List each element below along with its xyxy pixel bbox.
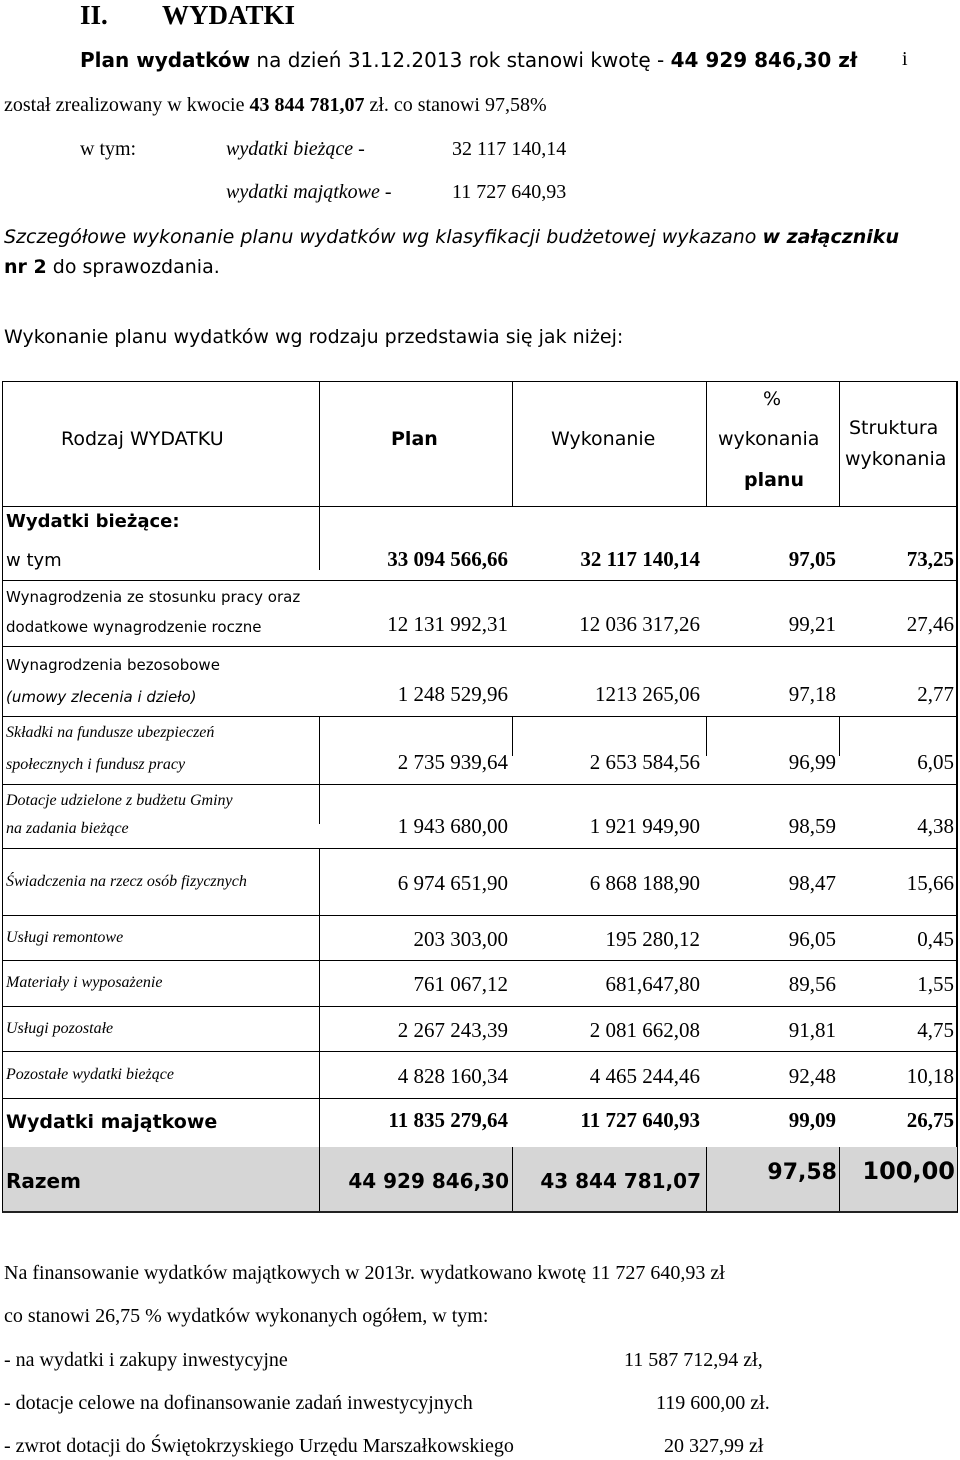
row-label: Usługi pozostałe (6, 1020, 114, 1037)
plan-tail: i (902, 48, 908, 70)
details-line-2 (4, 256, 220, 278)
row-label: Usługi remontowe (6, 929, 124, 946)
majatkowe-row-plan: 11 835 279,64 (388, 1108, 508, 1132)
row-struktura: 4,38 (917, 814, 954, 838)
plan-line (80, 48, 857, 72)
row-plan: 203 303,00 (413, 927, 508, 951)
header-pct-label: wykonania (718, 428, 820, 450)
row-pct: 89,56 (788, 972, 836, 996)
section-title (80, 0, 295, 31)
row-plan: 6 974 651,90 (397, 871, 508, 895)
wtym-row-struktura: 73,25 (906, 547, 954, 571)
total-row (3, 1147, 957, 1211)
row-label-line-1: Składki na fundusze ubezpieczeń (6, 724, 215, 741)
row-plan: 761 067,12 (413, 972, 508, 996)
majatkowe-row-wykonanie: 11 727 640,93 (580, 1108, 700, 1132)
row-wykonanie: 4 465 244,46 (589, 1064, 700, 1088)
majatkowe-value: 11 727 640,93 (452, 181, 567, 203)
row-label-line-2: społecznych i fundusz pracy (6, 756, 186, 773)
total-row-plan: 44 929 846,30 (348, 1169, 509, 1193)
header-pct-symbol: % (763, 388, 782, 410)
row-label-line-1: Wynagrodzenia ze stosunku pracy oraz (6, 588, 301, 606)
wtym-label: w tym: (80, 138, 137, 160)
majatkowe-row-label: Wydatki majątkowe (6, 1111, 218, 1133)
header-plan: Plan (391, 428, 438, 450)
details-rest: do sprawozdania. (46, 256, 220, 278)
row-pct: 91,81 (788, 1018, 836, 1042)
realized-prefix: został zrealizowany w kwocie (4, 94, 250, 116)
row-label-line-1: Dotacje udzielone z budżetu Gminy (6, 792, 233, 809)
row-wykonanie: 2 081 662,08 (589, 1018, 700, 1042)
row-pct: 97,18 (788, 682, 836, 706)
row-pct: 92,48 (788, 1064, 836, 1088)
row-label: Świadczenia na rzecz osób fizycznych (6, 873, 247, 890)
row-plan: 1 248 529,96 (397, 682, 508, 706)
total-row-struktura: 100,00 (862, 1157, 955, 1185)
row-wykonanie: 6 868 188,90 (589, 871, 700, 895)
wtym-row-wykonanie: 32 117 140,14 (580, 547, 700, 571)
row-plan: 2 267 243,39 (397, 1018, 508, 1042)
details-line (4, 226, 899, 248)
total-row-pct: 97,58 (767, 1160, 837, 1185)
biezace-value: 32 117 140,14 (452, 138, 567, 160)
majatkowe-row-struktura: 26,75 (906, 1108, 954, 1132)
realized-line (4, 94, 547, 117)
row-pct: 96,05 (788, 927, 836, 951)
expenses-table (2, 381, 958, 1213)
row-pct: 99,21 (788, 612, 836, 636)
row-wykonanie: 681,647,80 (605, 972, 700, 996)
footer-item-label: - dotacje celowe na dofinansowanie zadań inwestycyjnych (4, 1392, 473, 1414)
row-pct: 96,99 (788, 750, 836, 774)
row-label-line-2: na zadania bieżące (6, 820, 129, 837)
row-plan: 1 943 680,00 (397, 814, 508, 838)
row-pct: 98,59 (788, 814, 836, 838)
footer-item-value: 11 587 712,94 zł, (624, 1349, 763, 1371)
row-struktura: 2,77 (917, 682, 954, 706)
row-label-line-2: dodatkowe wynagrodzenie roczne (6, 618, 262, 636)
row-label: Pozostałe wydatki bieżące (6, 1066, 174, 1083)
total-row-label: Razem (6, 1169, 81, 1193)
details-text: Szczegółowe wykonanie planu wydatków wg klasyfikacji budżetowej wykazano (4, 226, 763, 248)
plan-text: na dzień 31.12.2013 rok stanowi kwotę - (250, 48, 671, 72)
biezace-heading: Wydatki bieżące: (6, 511, 180, 532)
row-struktura: 0,45 (917, 927, 954, 951)
total-row-wykonanie: 43 844 781,07 (540, 1169, 701, 1193)
header-pct-plan: planu (744, 469, 804, 491)
wtym-row-pct: 97,05 (788, 547, 836, 571)
section-number: II. (80, 0, 108, 30)
header-wykonanie: Wykonanie (551, 428, 656, 450)
header-struktura-2: wykonania (845, 448, 947, 470)
row-wykonanie: 1213 265,06 (595, 682, 700, 706)
footer-item-label: - na wydatki i zakupy inwestycyjne (4, 1349, 288, 1371)
section-name: WYDATKI (162, 0, 296, 30)
row-wykonanie: 12 036 317,26 (579, 612, 700, 636)
execution-intro: Wykonanie planu wydatków wg rodzaju przedstawia się jak niżej: (4, 326, 624, 348)
header-rodzaj: Rodzaj WYDATKU (61, 428, 224, 450)
realized-tail: zł. co stanowi 97,58% (364, 94, 547, 116)
row-struktura: 6,05 (917, 750, 954, 774)
footer-line-1: Na finansowanie wydatków majątkowych w 2013r. wydatkowano kwotę 11 727 640,93 zł (4, 1262, 725, 1284)
details-attachment: w załączniku (762, 226, 899, 248)
wtym-row-label: w tym (6, 550, 62, 571)
footer-item-label: - zwrot dotacji do Świętokrzyskiego Urzędu Marszałkowskiego (4, 1435, 514, 1457)
row-wykonanie: 2 653 584,56 (589, 750, 700, 774)
row-plan: 2 735 939,64 (397, 750, 508, 774)
details-number: nr 2 (4, 256, 47, 278)
row-struktura: 1,55 (917, 972, 954, 996)
row-pct: 98,47 (788, 871, 836, 895)
row-wykonanie: 1 921 949,90 (589, 814, 700, 838)
majatkowe-label: wydatki majątkowe - (226, 181, 392, 203)
plan-amount: 44 929 846,30 zł (670, 48, 858, 72)
wtym-row-plan: 33 094 566,66 (387, 547, 508, 571)
realized-amount: 43 844 781,07 (249, 94, 365, 116)
footer-line-2: co stanowi 26,75 % wydatków wykonanych ogółem, w tym: (4, 1305, 489, 1327)
footer-item-value: 20 327,99 zł (664, 1435, 764, 1457)
row-struktura: 10,18 (906, 1064, 954, 1088)
plan-label: Plan wydatków (80, 48, 251, 72)
row-plan: 4 828 160,34 (397, 1064, 508, 1088)
row-label-line-1: Wynagrodzenia bezosobowe (6, 656, 220, 674)
row-label: Materiały i wyposażenie (6, 974, 163, 991)
row-struktura: 27,46 (906, 612, 954, 636)
biezace-label: wydatki bieżące - (226, 138, 365, 160)
row-struktura: 4,75 (917, 1018, 954, 1042)
footer-item-value: 119 600,00 zł. (656, 1392, 770, 1414)
row-plan: 12 131 992,31 (387, 612, 508, 636)
header-struktura: Struktura (849, 417, 939, 439)
row-label-line-2: (umowy zlecenia i dzieło) (6, 688, 197, 706)
majatkowe-row-pct: 99,09 (788, 1108, 836, 1132)
row-wykonanie: 195 280,12 (605, 927, 700, 951)
row-struktura: 15,66 (906, 871, 954, 895)
